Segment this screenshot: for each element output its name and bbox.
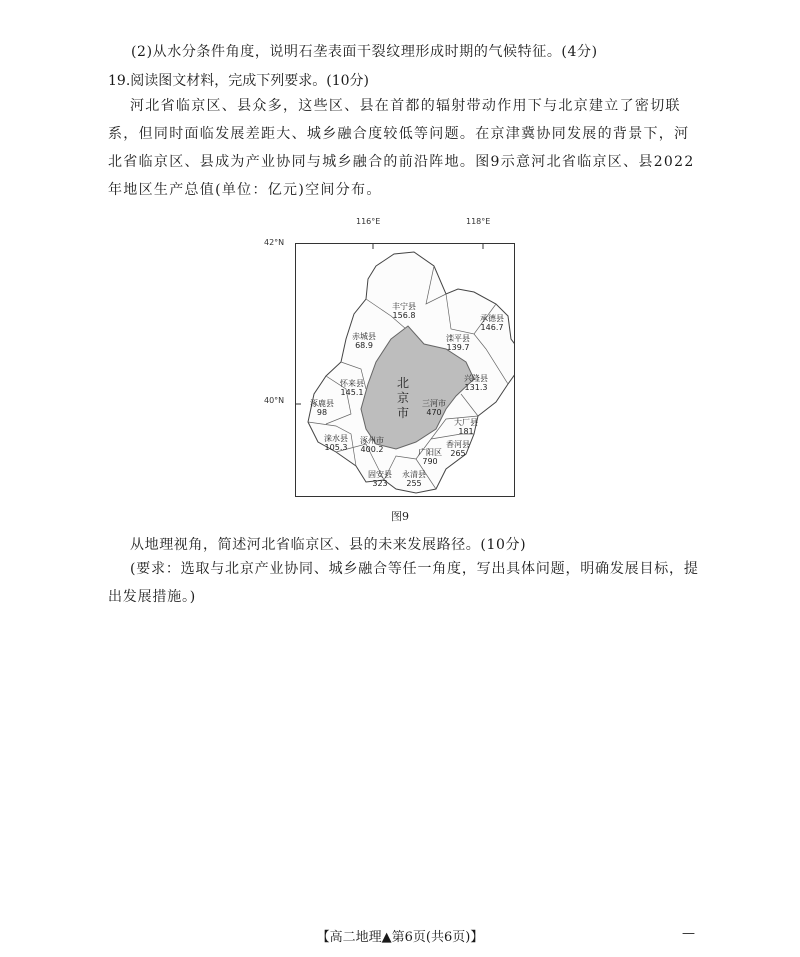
- lat-label-42: 42°N: [264, 238, 285, 247]
- county-dachang: 大厂县 181: [454, 418, 478, 436]
- county-guan: 固安县 323: [368, 470, 392, 488]
- county-xianghe: 香河县 265: [446, 440, 470, 458]
- county-fengning: 丰宁县 156.8: [392, 302, 416, 320]
- lon-label-116: 116°E: [356, 217, 381, 226]
- q19-task: 从地理视角，简述河北省临京区、县的未来发展路径。(10分): [130, 537, 527, 553]
- q19-header: 19.阅读图文材料，完成下列要求。(10分): [108, 73, 370, 89]
- map-drawing: [296, 244, 514, 496]
- county-guangyang: 广阳区 790: [418, 448, 442, 466]
- lat-label-40: 40°N: [264, 396, 285, 405]
- county-zhuozhou: 涿州市 400.2: [360, 436, 384, 454]
- footer-mark: —: [682, 926, 695, 941]
- figure-caption: 图9: [391, 510, 409, 523]
- county-zhuolu: 涿鹿县 98: [310, 399, 334, 417]
- page-footer: 【高二地理▲第6页(共6页)】: [316, 930, 484, 945]
- q19-material: 河北省临京区、县众多，这些区、县在首都的辐射带动作用下与北京建立了密切联系，但同时面临发展差距大、城乡融合度较低等问题。在京津冀协同发展的背景下，河北省临京区、县成为产业协同与城乡融合的前沿阵地。图9示意河北省临京区、县2022年地区生产总值(单位：亿元)空间分布。: [108, 98, 695, 198]
- q19-requirement: (要求：选取与北京产业协同、城乡融合等任一角度，写出具体问题，明确发展目标，提出发展措施。): [108, 561, 699, 605]
- county-laishui: 涞水县 105.3: [324, 434, 348, 452]
- county-sanhe: 三河市 470: [422, 399, 446, 417]
- q18-part2: (2)从水分条件角度，说明石垄表面干裂纹理形成时期的气候特征。(4分): [131, 44, 598, 60]
- beijing-label: 北京市: [396, 376, 409, 420]
- county-chengde: 承德县 146.7: [480, 314, 504, 332]
- county-xinglong: 兴隆县 131.3: [464, 374, 488, 392]
- county-chicheng: 赤城县 68.9: [352, 332, 376, 350]
- lon-label-118: 118°E: [466, 217, 491, 226]
- map-frame: [295, 243, 515, 497]
- county-huailai: 怀来县 145.1: [340, 379, 364, 397]
- county-luanping: 滦平县 139.7: [446, 334, 470, 352]
- county-yongqing: 永清县 255: [402, 470, 426, 488]
